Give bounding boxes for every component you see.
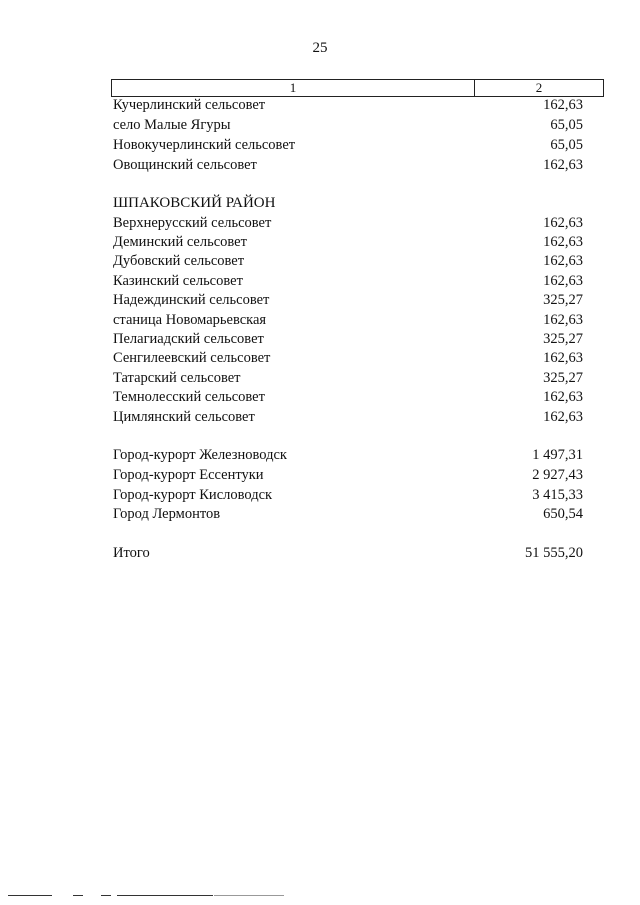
row-value: 2 927,43 xyxy=(532,467,583,483)
row-value: 162,63 xyxy=(543,389,583,405)
row-name: Город Лермонтов xyxy=(113,506,221,522)
row-value: 325,27 xyxy=(543,331,583,347)
page-number: 25 xyxy=(312,40,328,56)
table-header xyxy=(111,79,604,97)
table-row xyxy=(113,311,583,329)
row-name: Город-курорт Железноводск xyxy=(113,447,287,463)
row-name: Новокучерлинский сельсовет xyxy=(113,137,296,153)
row-value: 1 497,31 xyxy=(532,447,583,463)
row-name: Верхнерусский сельсовет xyxy=(113,215,272,231)
table-row xyxy=(113,272,583,290)
row-name: станица Новомарьевская xyxy=(113,312,267,328)
row-value: 650,54 xyxy=(543,506,583,522)
row-name: Дубовский сельсовет xyxy=(113,253,245,269)
district-heading: ШПАКОВСКИЙ РАЙОН xyxy=(113,195,276,211)
row-value: 162,63 xyxy=(543,97,583,113)
table-row xyxy=(113,214,583,232)
table-row xyxy=(113,136,583,154)
header-col-1: 1 xyxy=(112,80,475,96)
row-name: Пелагиадский сельсовет xyxy=(113,331,264,347)
row-name: Сенгилеевский сельсовет xyxy=(113,350,271,366)
table-row xyxy=(113,252,583,270)
row-name: Казинский сельсовет xyxy=(113,273,243,289)
row-value: 325,27 xyxy=(543,292,583,308)
row-name: Город-курорт Ессентуки xyxy=(113,467,264,483)
row-value: 325,27 xyxy=(543,370,583,386)
row-value: 162,63 xyxy=(543,312,583,328)
total-value: 51 555,20 xyxy=(525,545,583,561)
row-name: Город-курорт Кисловодск xyxy=(113,487,273,503)
table-row xyxy=(113,388,583,406)
table-row xyxy=(113,369,583,387)
table-row xyxy=(113,330,583,348)
row-name: Темнолесский сельсовет xyxy=(113,389,265,405)
table-row xyxy=(113,349,583,367)
footer-rule xyxy=(0,893,640,899)
row-name: Цимлянский сельсовет xyxy=(113,409,255,425)
row-value: 65,05 xyxy=(550,117,583,133)
table-row xyxy=(113,446,583,464)
row-value: 65,05 xyxy=(550,137,583,153)
row-name: Татарский сельсовет xyxy=(113,370,241,386)
row-value: 162,63 xyxy=(543,273,583,289)
row-value: 162,63 xyxy=(543,253,583,269)
row-name: Кучерлинский сельсовет xyxy=(113,97,266,113)
table-row xyxy=(113,486,583,504)
table-row xyxy=(113,505,583,523)
table-row xyxy=(113,408,583,426)
total-row xyxy=(113,544,583,562)
row-name: село Малые Ягуры xyxy=(113,117,231,133)
table-row xyxy=(113,466,583,484)
table-row xyxy=(113,156,583,174)
row-value: 162,63 xyxy=(543,234,583,250)
row-value: 162,63 xyxy=(543,350,583,366)
row-name: Овощинский сельсовет xyxy=(113,157,257,173)
row-name: Надеждинский сельсовет xyxy=(113,292,270,308)
table-row xyxy=(113,116,583,134)
row-value: 162,63 xyxy=(543,215,583,231)
total-label: Итого xyxy=(113,545,150,561)
table-row xyxy=(113,233,583,251)
header-col-2: 2 xyxy=(535,80,543,95)
row-name: Деминский сельсовет xyxy=(113,234,247,250)
row-value: 3 415,33 xyxy=(532,487,583,503)
table-row xyxy=(113,291,583,309)
table-row xyxy=(113,96,583,114)
row-value: 162,63 xyxy=(543,409,583,425)
row-value: 162,63 xyxy=(543,157,583,173)
